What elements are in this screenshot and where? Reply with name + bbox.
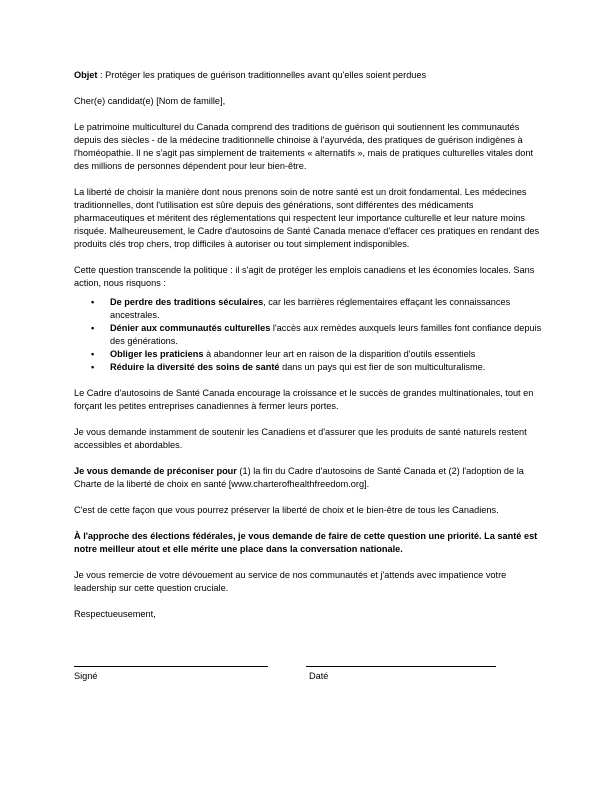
list-item-text: dans un pays qui est fier de son multiculturalisme. [279,362,486,372]
paragraph-heritage: Le patrimoine multiculturel du Canada comprend des traditions de guérison qui soutiennent les communautés depuis des siècles - de la médecine traditionnelle chinoise à l'ayurvéda, des pratiques de guérison indigènes à l'homéopathie. Il ne s'agit pas simplement de traitements « alternatifs », mais de pratiques culturelles vitales dont des millions de personnes dépendent pour leur bien-être. [74,122,534,171]
list-item [74,348,544,361]
subject-text: Protéger les pratiques de guérison traditionnelles avant qu'elles soient perdues [105,70,427,80]
subject-line [74,69,544,82]
list-item [74,296,544,322]
signature-label: Signé [74,671,98,681]
date-line[interactable] [306,666,496,667]
date-label: Daté [309,671,329,681]
list-item [74,361,544,374]
paragraph-thanks: Je vous remercie de votre dévouement au service de nos communautés et j'attends avec impatience votre leadership sur cette question cruciale. [74,570,507,593]
list-item-bold: De perdre des traditions séculaires [110,297,264,307]
election-bold: À l'approche des élections fédérales, je vous demande de faire de cette question une priorité. La santé est notre meilleur atout et elle mérite une place dans la conversation nationale. [74,531,538,554]
paragraph-freedom: La liberté de choisir la manière dont nous prenons soin de notre santé est un droit fondamental. Les médecines traditionnelles, dont l'utilisation est sûre depuis des générations, sont différentes des médicaments pharmaceutiques et méritent des réglementations qui respectent leur importance culturelle et leur nature moins risquée. Malheureusement, le Cadre d'autosoins de Santé Canada menace d'effacer ces pratiques en rendant des produits clés trop chers, trop difficiles à autoriser ou tout simplement indisponibles. [74,187,540,249]
list-item-bold: Dénier aux communautés culturelles [110,323,271,333]
closing: Respectueusement, [74,609,156,619]
list-item-bold: Obliger les praticiens [110,349,204,359]
signature-line[interactable] [74,666,268,667]
bullet-icon: • [91,349,95,359]
risks-list [74,296,544,374]
signature-block [74,654,544,694]
list-item-text: l'accès aux remèdes auxquels leurs familles font confiance depuis des générations. [110,323,542,346]
bullet-icon: • [91,362,95,372]
paragraph-election [74,530,544,556]
letter-body [74,69,544,634]
list-item-text: à abandonner leur art en raison de la disparition d'outils essentiels [203,349,476,359]
advocacy-bold: Je vous demande de préconiser pour [74,466,237,476]
paragraph-risks-intro: Cette question transcende la politique : il s'agit de protéger les emplois canadiens et les économies locales. Sans action, nous risquons : [74,265,535,288]
paragraph-multinationals: Le Cadre d'autosoins de Santé Canada encourage la croissance et le succès de grandes multinationales, tout en forçant les petites entreprises canadiennes à fermer leurs portes. [74,388,534,411]
subject-label: Objet [74,70,98,80]
bullet-icon: • [91,297,95,307]
bullet-icon: • [91,323,95,333]
salutation: Cher(e) candidat(e) [Nom de famille], [74,96,226,106]
list-item [74,322,544,348]
subject-separator: : [97,70,106,80]
paragraph-preserve: C'est de cette façon que vous pourrez préserver la liberté de choix et le bien-être de tous les Canadiens. [74,505,499,515]
advocacy-text: (1) la fin du Cadre d'autosoins de Santé Canada et (2) l'adoption de la Charte de la liberté de choix en santé [www.charterofhealthfreedom.org]. [74,466,524,489]
list-item-text: , car les barrières réglementaires effaçant les connaissances ancestrales. [110,297,511,320]
list-item-bold: Réduire la diversité des soins de santé [110,362,280,372]
paragraph-advocacy [74,465,544,491]
paragraph-request: Je vous demande instamment de soutenir les Canadiens et d'assurer que les produits de santé naturels restent accessibles et abordables. [74,427,527,450]
